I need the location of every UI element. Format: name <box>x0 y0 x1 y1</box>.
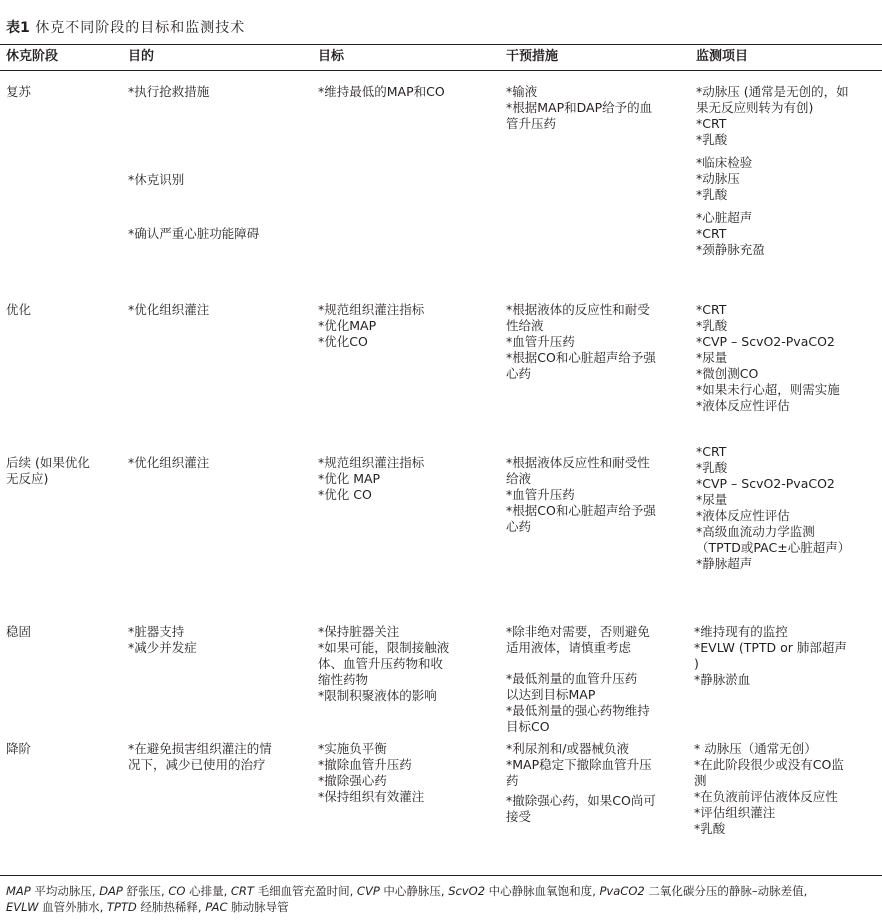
purpose-line: *脏器支持 <box>128 624 185 639</box>
abbreviation-term: PAC <box>205 900 228 914</box>
goal-line: *规范组织灌注指标 <box>318 455 425 470</box>
goal-line: *规范组织灌注指标 <box>318 302 425 317</box>
goal-line: *撤除血管升压药 <box>318 757 412 772</box>
intervention-line: *输液 <box>506 84 538 99</box>
monitoring-line: *乳酸 <box>696 187 728 202</box>
row-optimization-purpose <box>128 302 209 318</box>
intervention-line: 以达到目标MAP <box>506 687 596 702</box>
goal-line: *优化MAP <box>318 318 377 333</box>
intervention-line: *根据CO和心脏超声给予强 <box>506 503 656 518</box>
row-stabilization-goal <box>318 624 449 704</box>
monitoring-line: *维持现有的监控 <box>694 624 788 639</box>
intervention-line: *最低剂量的强心药物维持 <box>506 703 650 718</box>
monitoring-line: *尿量 <box>696 350 728 365</box>
abbreviation-term: CO <box>168 884 186 898</box>
row-followup-stage <box>6 455 90 487</box>
monitoring-line: *乳酸 <box>694 821 726 836</box>
purpose-line: *优化组织灌注 <box>128 455 210 470</box>
monitoring-line: *在此阶段很少或没有CO监 <box>694 757 844 772</box>
monitoring-line: *CRT <box>696 302 727 317</box>
monitoring-line: *尿量 <box>696 492 728 507</box>
abbreviation-term: PvaCO2 <box>599 884 645 898</box>
goal-line: *保持脏器关注 <box>318 624 400 639</box>
row-resuscitation-purpose-3 <box>128 226 259 242</box>
monitoring-line: *如果未行心超，则需实施 <box>696 382 840 397</box>
intervention-line: *根据液体反应性和耐受性 <box>506 455 650 470</box>
monitoring-line: *EVLW (TPTD or 肺部超声 <box>694 640 847 655</box>
goal-line: *优化 CO <box>318 487 372 502</box>
monitoring-line: （TPTD或PAC±心脏超声） <box>696 540 851 555</box>
row-deescalation-purpose <box>128 741 272 773</box>
purpose-line: *休克识别 <box>128 172 185 187</box>
monitoring-line: ) <box>694 656 699 671</box>
monitoring-line: *颈静脉充盈 <box>696 242 765 257</box>
monitoring-line: *液体反应性评估 <box>696 398 790 413</box>
abbreviation-term: EVLW <box>6 900 39 914</box>
purpose-line: *优化组织灌注 <box>128 302 210 317</box>
row-stabilization-monitoring <box>694 624 847 688</box>
goal-line: *如果可能，限制接触液 <box>318 640 450 655</box>
stage-line: 稳固 <box>6 624 32 639</box>
monitoring-line: * 动脉压（通常无创） <box>694 741 817 756</box>
stage-line: 后续 (如果优化 <box>6 455 90 470</box>
intervention-line: 给液 <box>506 471 532 486</box>
row-followup-goal <box>318 455 424 503</box>
purpose-line: *减少并发症 <box>128 640 197 655</box>
intervention-line: *MAP稳定下撤除血管升压 <box>506 757 652 772</box>
row-resuscitation-monitoring-2 <box>696 155 752 203</box>
monitoring-line: *心脏超声 <box>696 210 753 225</box>
header-purpose: 目的 <box>128 49 155 64</box>
stage-line: 无反应) <box>6 471 49 486</box>
abbreviation-term: CVP <box>356 884 380 898</box>
header-monitoring: 监测项目 <box>696 49 749 64</box>
intervention-line: *根据CO和心脏超声给予强 <box>506 350 656 365</box>
monitoring-line: *乳酸 <box>696 460 728 475</box>
row-optimization-goal <box>318 302 424 350</box>
stage-line: 降阶 <box>6 741 32 756</box>
purpose-line: *在避免损害组织灌注的情 <box>128 741 272 756</box>
monitoring-line: *乳酸 <box>696 318 728 333</box>
abbreviation-term: TPTD <box>106 900 137 914</box>
row-followup-purpose <box>128 455 209 471</box>
header-goal: 目标 <box>318 49 345 64</box>
monitoring-line: *液体反应性评估 <box>696 508 790 523</box>
row-deescalation-intervention-2 <box>506 793 656 825</box>
row-resuscitation-goal <box>318 84 445 100</box>
intervention-line: *除非绝对需要，否则避免 <box>506 624 650 639</box>
row-stabilization-purpose <box>128 624 197 656</box>
footnote-line: MAP 平均动脉压, DAP 舒张压, CO 心排量, CRT 毛细血管充盈时间, CVP 中心静脉压, ScvO2 中心静脉血氧饱和度, PvaCO2 二氧化碳分压的静脉–动脉差值, <box>6 884 808 898</box>
row-resuscitation-monitoring-3 <box>696 210 765 258</box>
intervention-line: *血管升压药 <box>506 487 575 502</box>
row-followup-intervention <box>506 455 656 535</box>
row-deescalation-stage <box>6 741 31 757</box>
monitoring-line: *高级血流动力学监测 <box>696 524 815 539</box>
monitoring-line: *静脉淤血 <box>694 672 751 687</box>
intervention-line: 管升压药 <box>506 116 557 131</box>
intervention-line: 目标CO <box>506 719 550 734</box>
intervention-line: *撤除强心药，如果CO尚可 <box>506 793 656 808</box>
row-followup-monitoring <box>696 444 850 572</box>
row-resuscitation-monitoring <box>696 84 849 148</box>
table-footnote <box>6 883 878 915</box>
intervention-line: *利尿剂和/或器械负液 <box>506 741 629 756</box>
row-optimization-intervention <box>506 302 656 382</box>
goal-line: 体、血管升压药物和收 <box>318 656 444 671</box>
intervention-line: *血管升压药 <box>506 334 575 349</box>
monitoring-line: 测 <box>694 773 707 788</box>
table-top-rule <box>0 44 882 45</box>
table-bottom-rule <box>0 875 882 876</box>
row-resuscitation-purpose <box>128 84 209 100</box>
abbreviation-term: CRT <box>230 884 254 898</box>
monitoring-line: 果无反应则转为有创) <box>696 100 814 115</box>
intervention-line: *根据MAP和DAP给予的血 <box>506 100 653 115</box>
intervention-line: 接受 <box>506 809 532 824</box>
monitoring-line: *CRT <box>696 444 727 459</box>
purpose-line: 况下，减少已使用的治疗 <box>128 757 266 772</box>
table-header-rule <box>0 70 882 71</box>
row-resuscitation-purpose-2 <box>128 172 184 188</box>
intervention-line: 药 <box>506 773 519 788</box>
goal-line: *优化 MAP <box>318 471 381 486</box>
stage-line: 复苏 <box>6 84 32 99</box>
intervention-line: 适用液体，请慎重考虑 <box>506 640 632 655</box>
table-number: 表1 <box>6 20 30 36</box>
abbreviation-term: DAP <box>99 884 123 898</box>
intervention-line: 心药 <box>506 519 532 534</box>
row-stabilization-stage <box>6 624 31 640</box>
monitoring-line: *CVP – ScvO2-PvaCO2 <box>696 476 835 491</box>
footnote-line: EVLW 血管外肺水, TPTD 经肺热稀释, PAC 肺动脉导管 <box>6 900 289 914</box>
monitoring-line: *微创测CO <box>696 366 759 381</box>
goal-line: 缩性药物 <box>318 672 369 687</box>
monitoring-line: *在负液前评估液体反应性 <box>694 789 838 804</box>
row-resuscitation-intervention <box>506 84 652 132</box>
row-resuscitation-stage <box>6 84 31 100</box>
row-stabilization-intervention <box>506 624 650 656</box>
monitoring-line: *动脉压 (通常是无创的，如 <box>696 84 849 99</box>
monitoring-line: *CRT <box>696 116 727 131</box>
abbreviation-term: MAP <box>6 884 31 898</box>
row-deescalation-monitoring <box>694 741 844 837</box>
goal-line: *维持最低的MAP和CO <box>318 84 445 99</box>
intervention-line: 心药 <box>506 366 532 381</box>
header-stage: 休克阶段 <box>6 49 59 64</box>
monitoring-line: *评估组织灌注 <box>694 805 776 820</box>
abbreviation-term: ScvO2 <box>448 884 486 898</box>
intervention-line: *最低剂量的血管升压药 <box>506 671 638 686</box>
row-optimization-stage <box>6 302 31 318</box>
table-title-text: 休克不同阶段的目标和监测技术 <box>35 20 246 36</box>
purpose-line: *确认严重心脏功能障碍 <box>128 226 260 241</box>
monitoring-line: *临床检验 <box>696 155 753 170</box>
header-intervention: 干预措施 <box>506 49 559 64</box>
goal-line: *优化CO <box>318 334 368 349</box>
monitoring-line: *乳酸 <box>696 132 728 147</box>
monitoring-line: *动脉压 <box>696 171 740 186</box>
row-deescalation-goal <box>318 741 424 805</box>
monitoring-line: *CRT <box>696 226 727 241</box>
monitoring-line: *静脉超声 <box>696 556 753 571</box>
purpose-line: *执行抢救措施 <box>128 84 210 99</box>
row-optimization-monitoring <box>696 302 840 414</box>
stage-line: 优化 <box>6 302 32 317</box>
goal-line: *保持组织有效灌注 <box>318 789 425 804</box>
table-title <box>6 18 245 38</box>
goal-line: *实施负平衡 <box>318 741 387 756</box>
intervention-line: 性给液 <box>506 318 544 333</box>
goal-line: *撤除强心药 <box>318 773 387 788</box>
goal-line: *限制积聚液体的影响 <box>318 688 437 703</box>
monitoring-line: *CVP – ScvO2-PvaCO2 <box>696 334 835 349</box>
row-stabilization-intervention-2 <box>506 671 650 735</box>
row-deescalation-intervention <box>506 741 652 789</box>
intervention-line: *根据液体的反应性和耐受 <box>506 302 650 317</box>
